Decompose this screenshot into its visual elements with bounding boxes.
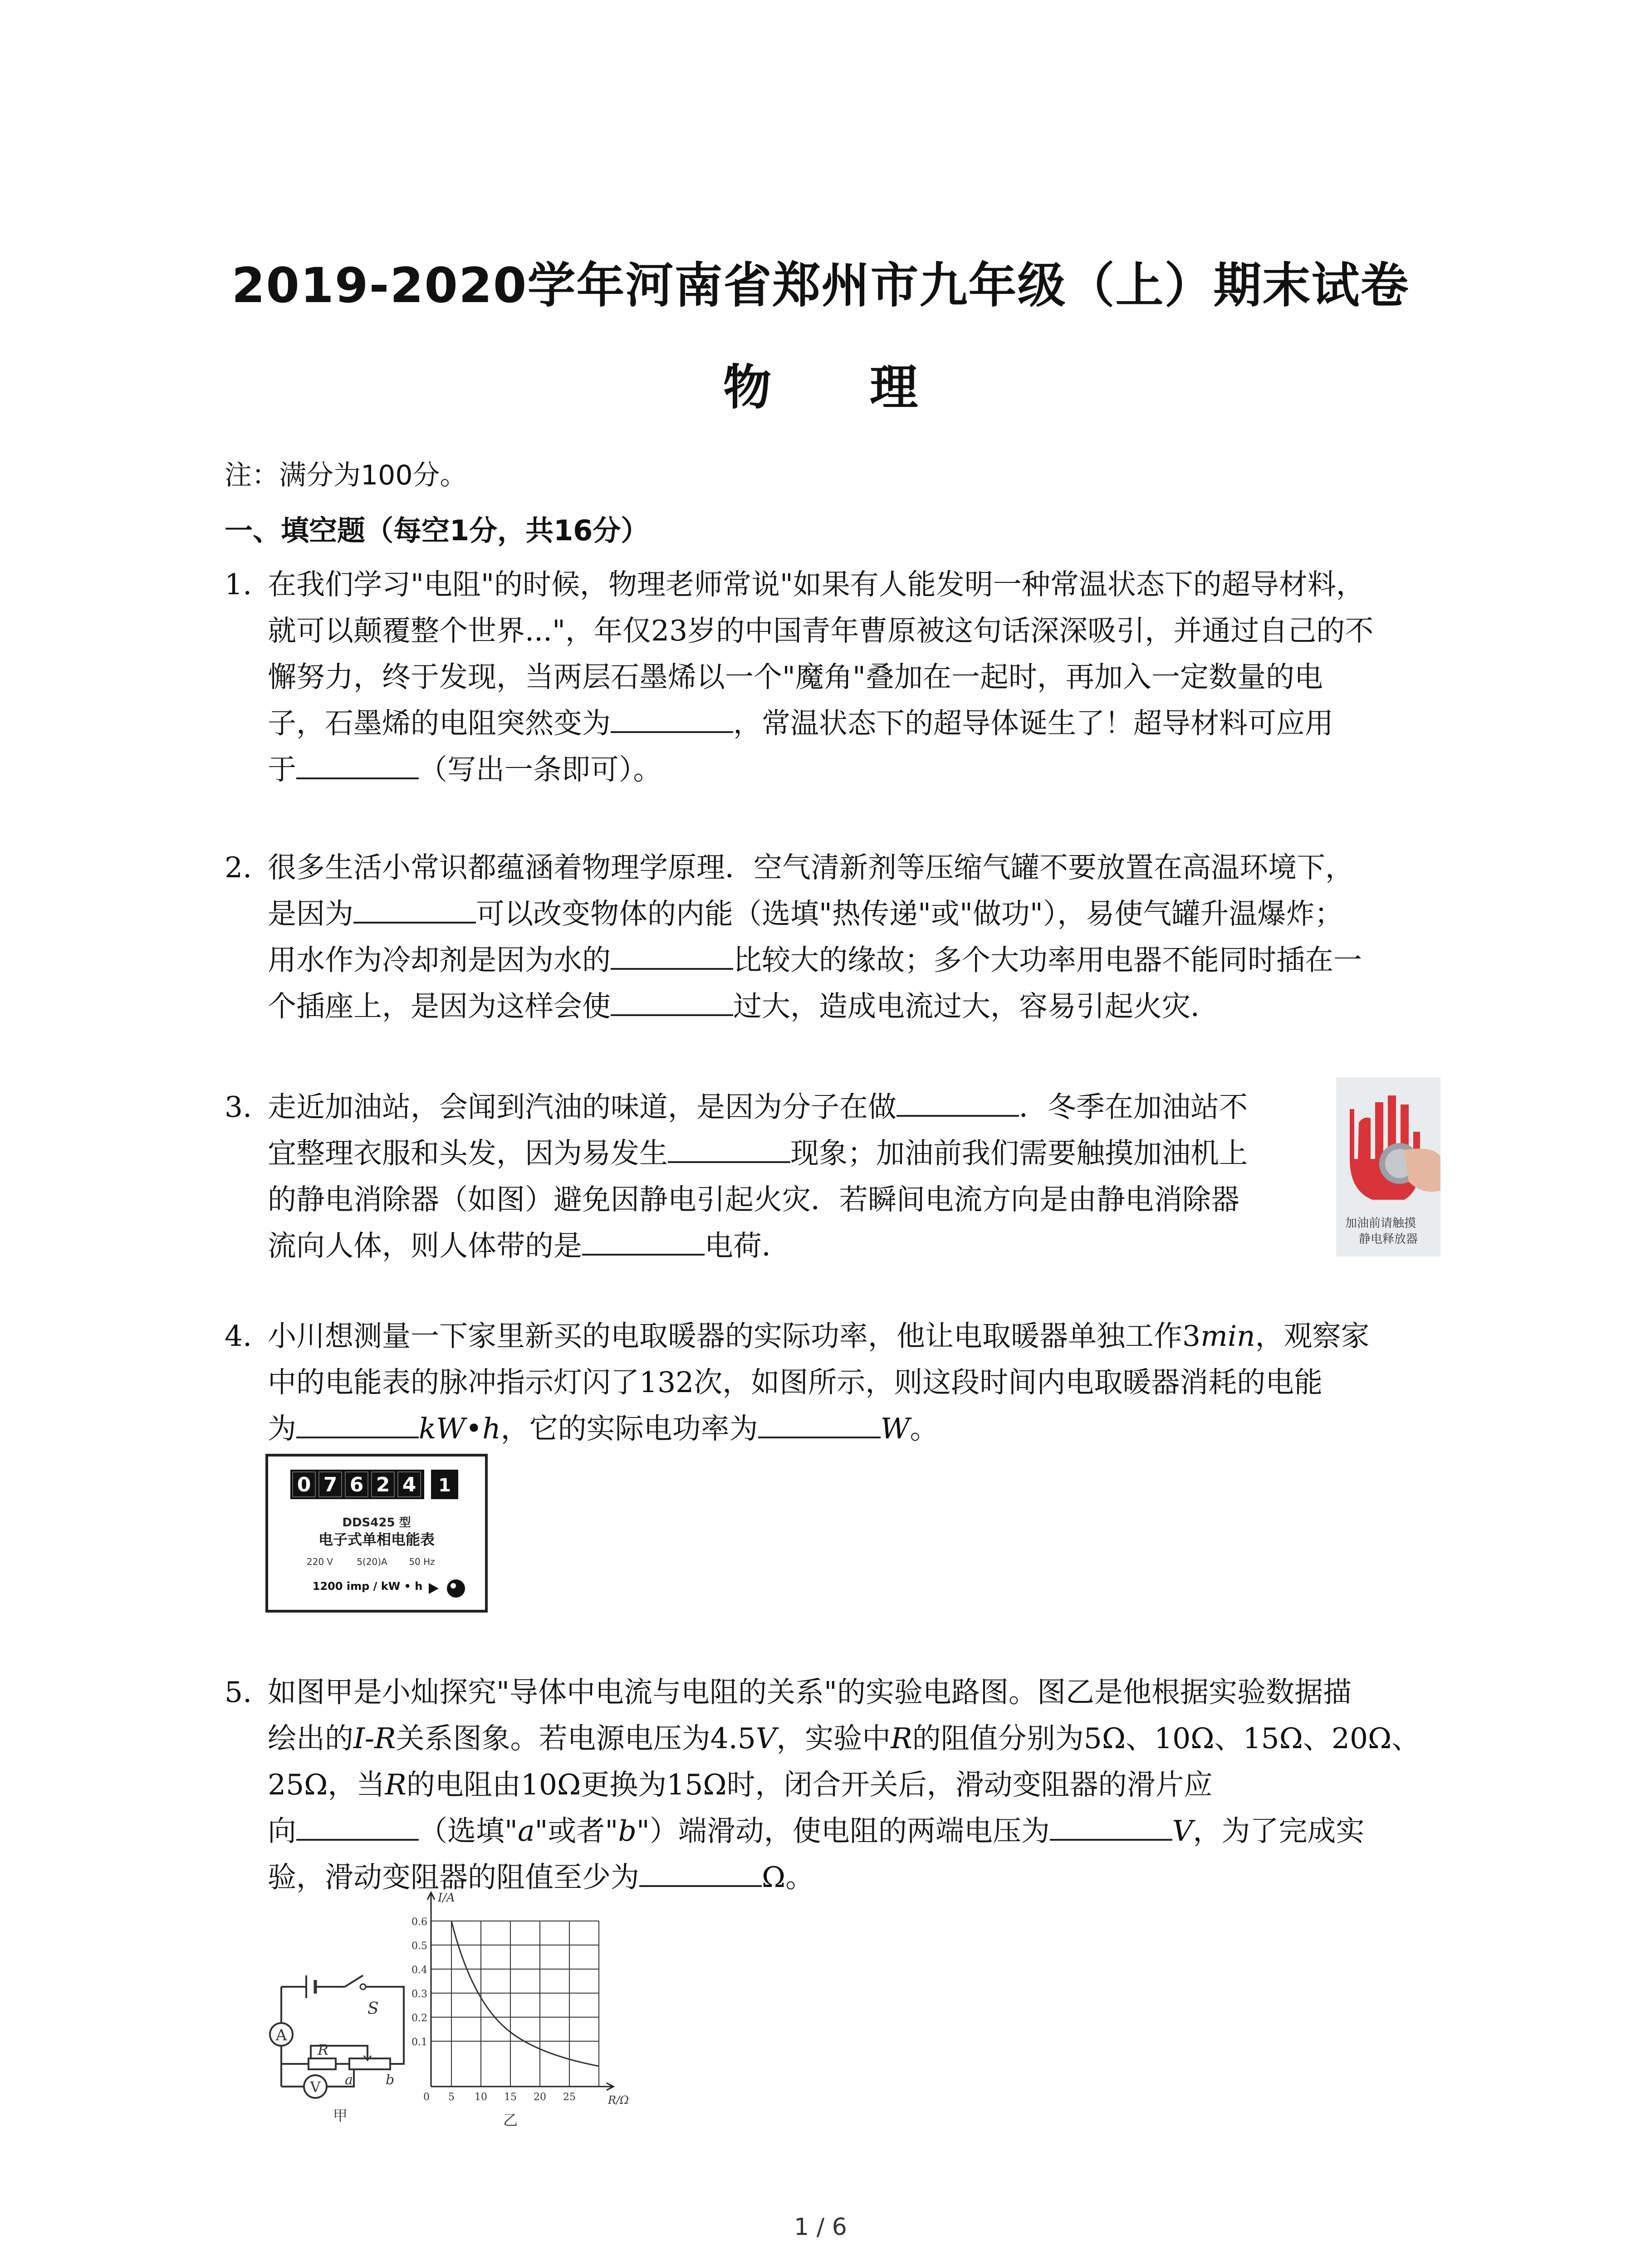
q5-text: "或者" [534,1814,618,1848]
q5-text: 向 [268,1814,296,1848]
q2-text: 比较大的缘故；多个大功率用电器不能同时插在一 [733,943,1362,977]
q5-line-4 [268,1808,1364,1854]
circuit-diagram [254,1928,426,2127]
q3-text: 宜整理衣服和头发，因为易发生 [268,1137,668,1170]
section-heading: 一、填空题（每空1分，共16分） [225,514,649,547]
answer-blank[interactable] [758,1408,881,1438]
q5-text: 验，滑动变阻器的阻值至少为 [268,1861,639,1894]
answer-blank[interactable] [296,749,419,779]
q5-text: 的阻值分别为5Ω、10Ω、15Ω、20Ω、 [912,1722,1421,1755]
q1-text: （写出一条即可）。 [419,753,662,786]
q4-text: 。 [910,1412,939,1445]
subject-title: 物 理 [723,360,959,415]
x-tick: 25 [563,2092,576,2103]
rheostat [349,2058,390,2069]
q5-text: （选填" [419,1814,518,1848]
answer-blank[interactable] [1050,1811,1172,1841]
x-tick: 10 [475,2092,487,2103]
q5-text: "）端滑动，使电阻的两端电压为 [636,1814,1050,1848]
ammeter-label: A [275,2026,287,2044]
circuit-caption: 甲 [333,2107,348,2124]
x-axis-label: R/Ω [608,2094,629,2107]
page-number: 1 / 6 [794,2214,847,2241]
meter-digit: 7 [323,1473,338,1496]
q5-var: I-R [353,1722,396,1755]
question-number: 3. [225,1090,252,1124]
pulse-indicator-icon [447,1579,465,1598]
voltmeter-label: V [310,2078,321,2096]
q4-text: ，它的实际电功率为 [500,1412,758,1445]
q2-text: 用水作为冷却剂是因为水的 [268,943,611,977]
y-axis-label: I/A [438,1891,455,1905]
q2-line-2 [268,891,1343,937]
meter-digit: 2 [376,1473,390,1496]
y-tick: 0.2 [411,2013,427,2024]
meter-digits [293,1472,421,1497]
q3-line-1 [268,1084,1248,1130]
q2-text: 可以改变物体的内能（选填"热传递"或"做功"），易使气罐升温爆炸； [476,897,1343,930]
meter-current: 5(20)A [357,1556,387,1567]
y-tick: 0.3 [411,1989,427,2000]
photo-caption-2: 静电释放器 [1359,1232,1418,1246]
q5-line-2 [268,1716,1420,1762]
meter-voltage: 220 V [306,1556,333,1567]
answer-blank[interactable] [896,1087,1019,1117]
answer-blank[interactable] [296,1811,419,1841]
q5-text: 25Ω，当 [268,1768,385,1801]
x-tick: 5 [448,2092,455,2103]
q5-var: a [517,1814,535,1848]
q5-text: ，为了完成实 [1193,1814,1365,1848]
q5-text: Ω。 [762,1861,814,1894]
unit-v: V [755,1722,777,1755]
answer-blank[interactable] [611,940,733,970]
q1-line-4 [268,700,1333,747]
question-number: 5. [225,1676,252,1709]
q3-text: 流向人体，则人体带的是 [268,1229,582,1262]
y-tick: 0.1 [411,2037,427,2048]
q3-line-4 [268,1223,790,1269]
answer-blank[interactable] [611,703,733,733]
unit-min: min [1200,1320,1255,1353]
q2-line-4 [268,983,1219,1030]
origin-label: 0 [423,2092,430,2103]
q3-text: 走近加油站，会闻到汽油的味道，是因为分子在做 [268,1090,896,1124]
y-tick: 0.5 [411,1941,427,1952]
q5-var: R [385,1768,407,1801]
answer-blank[interactable] [582,1226,705,1256]
q4-text: 为 [268,1412,296,1445]
ir-graph [408,1887,635,2132]
q4-line-1 [268,1313,1370,1359]
meter-decimal-digit: 1 [438,1475,451,1496]
q1-text: 于 [268,753,296,786]
q5-text: 关系图象。若电源电压为4.5 [396,1722,756,1755]
terminal-a-label: a [345,2072,353,2088]
q1-line-1: 在我们学习"电阻"的时候，物理老师常说"如果有人能发明一种常温状态下的超导材料， [268,568,1365,601]
answer-blank[interactable] [611,986,733,1016]
q2-text: 是因为 [268,897,353,930]
meter-model: DDS425 型 [342,1516,411,1530]
meter-digit: 4 [402,1473,416,1496]
answer-blank[interactable] [353,894,476,924]
q5-text: 的电阻由10Ω更换为15Ω时，闭合开关后，滑动变阻器的滑片应 [406,1768,1213,1801]
y-tick: 0.6 [411,1916,427,1928]
q3-text: ．冬季在加油站不 [1019,1090,1248,1124]
x-tick: 20 [534,2092,546,2103]
switch-label: S [367,1999,379,2018]
meter-digit: 6 [349,1473,364,1496]
q3-line-2 [268,1130,1248,1177]
energy-meter-figure [265,1454,488,1613]
meter-imp-constant: 1200 imp / kW • h [312,1580,423,1593]
q5-line-1: 如图甲是小灿探究"导体中电流与电阻的关系"的实验电路图。图乙是他根据实验数据描 [268,1676,1352,1709]
q1-line-3: 懈努力，终于发现，当两层石墨烯以一个"魔角"叠加在一起时，再加入一定数量的电 [268,660,1323,694]
meter-name: 电子式单相电能表 [318,1531,435,1548]
unit-kwh: kW•h [419,1412,501,1445]
q5-text: 绘出的 [268,1722,353,1755]
q5-var: R [891,1722,912,1755]
graph-grid [431,1921,599,2087]
q2-line-3 [268,937,1362,983]
exam-title: 2019-2020学年河南省郑州市九年级（上）期末试卷 [231,258,1410,313]
q1-text: 子，石墨烯的电阻突然变为 [268,707,611,740]
x-tick: 15 [504,2092,517,2103]
graph-caption: 乙 [503,2112,518,2129]
q4-text: ，观察家 [1255,1320,1370,1353]
resistor-label: R [318,2041,329,2058]
q1-line-5 [268,747,662,793]
unit-v: V [1172,1814,1193,1848]
y-tick: 0.4 [411,1965,427,1976]
q4-line-2: 中的电能表的脉冲指示灯闪了132次，如图所示，则这段时间内电取暖器消耗的电能 [268,1366,1323,1399]
q1-line-2: 就可以颠覆整个世界..."，年仅23岁的中国青年曹原被这句话深深吸引，并通过自己的不 [268,614,1374,647]
q3-text: 电荷． [705,1229,790,1262]
q4-line-3 [268,1406,938,1452]
q3-text: 现象；加油前我们需要触摸加油机上 [790,1137,1248,1170]
static-eliminator-photo [1336,1077,1440,1256]
q5-text: ，实验中 [776,1722,891,1755]
question-number: 4. [225,1320,252,1353]
answer-blank[interactable] [668,1133,790,1163]
meter-frequency: 50 Hz [409,1556,435,1567]
answer-blank[interactable] [296,1408,419,1438]
q2-text: 个插座上，是因为这样会使 [268,990,611,1023]
question-number: 1. [225,568,252,601]
resistor-r [309,2058,336,2069]
q5-var: b [618,1814,637,1848]
question-number: 2. [225,851,252,884]
q2-text: 过大，造成电流过大，容易引起火灾． [733,990,1219,1023]
photo-caption-1: 加油前请触摸 [1345,1217,1416,1230]
score-note: 注：满分为100分。 [225,459,467,491]
q3-line-3: 的静电消除器（如图）避免因静电引起火灾．若瞬间电流方向是由静电消除器 [268,1183,1239,1216]
unit-w: W [880,1412,910,1445]
meter-digit: 0 [297,1473,311,1496]
q5-line-3 [268,1762,1213,1808]
q1-text: ，常温状态下的超导体诞生了！超导材料可应用 [733,707,1333,740]
q2-line-1: 很多生活小常识都蕴涵着物理学原理．空气清新剂等压缩气罐不要放置在高温环境下， [268,851,1354,884]
q4-text: 小川想测量一下家里新买的电取暖器的实际功率，他让电取暖器单独工作3 [268,1320,1201,1353]
answer-blank[interactable] [639,1857,762,1887]
terminal-b-label: b [386,2072,395,2088]
